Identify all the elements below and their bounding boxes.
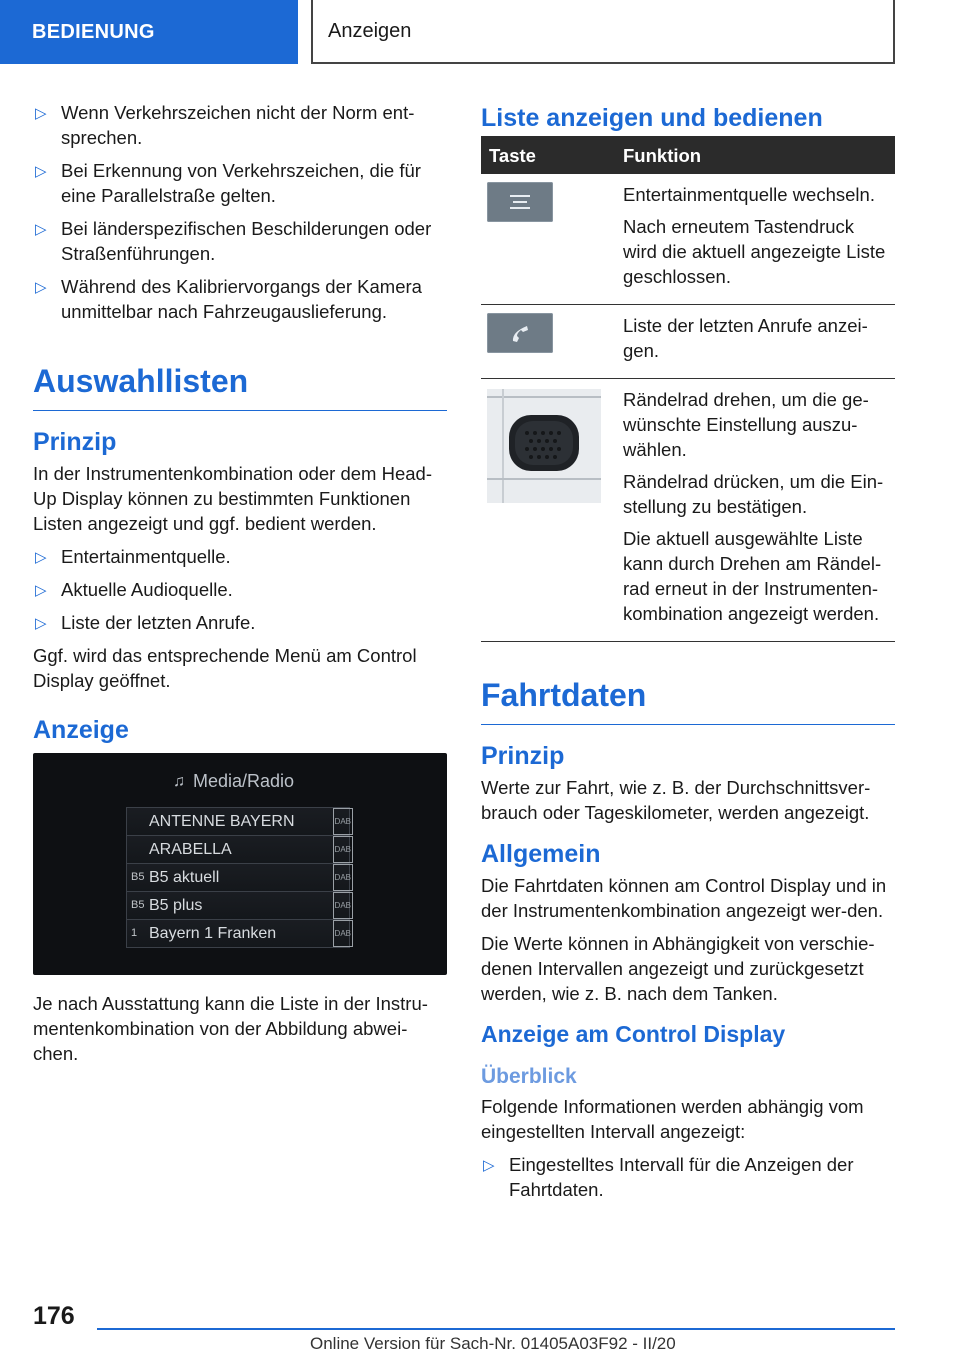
paragraph: Werte zur Fahrt, wie z. B. der Durchschnittsver-brauch oder Tageskilometer, werden angezeigt.: [481, 777, 871, 823]
paragraph: Je nach Ausstattung kann die Liste in der Instru-mentenkombination von der Abbildung abwei-chen.: [33, 993, 428, 1064]
table-cell-key: [481, 379, 615, 642]
page-number: 176: [33, 1302, 75, 1330]
list-item: [126, 863, 350, 891]
list-item: [126, 807, 350, 835]
table-cell-function: [615, 379, 895, 642]
station-label: B5 aktuell: [149, 869, 220, 886]
list-item: [126, 891, 350, 919]
heading-allgemein: Allgemein: [481, 840, 601, 868]
cell-text: Entertainmentquelle wechseln.: [623, 184, 875, 205]
phone-button-icon: [487, 313, 553, 353]
subsection-title: Anzeigen: [311, 0, 895, 64]
station-label: B5 plus: [149, 897, 203, 914]
bullet-list-top: [33, 100, 447, 324]
paragraph: In der Instrumentenkombination oder dem Head-Up Display können zu bestimmten Funktionen Listen angezeigt und ggf. bedient werden.: [33, 463, 432, 534]
heading-ueberblick: Überblick: [481, 1065, 577, 1088]
bullet-triangle-icon: ▷: [35, 279, 47, 296]
table-row: [481, 379, 895, 642]
heading-fahrtdaten: Fahrtdaten: [481, 676, 895, 725]
thumbwheel-icon: [487, 389, 601, 503]
list-item: [33, 274, 447, 324]
list-item: [33, 216, 447, 266]
heading-anzeige: Anzeige: [33, 716, 129, 744]
station-label: Bayern 1 Franken: [149, 925, 277, 942]
function-table: [481, 136, 895, 642]
station-icon: B5: [131, 899, 145, 911]
heading-prinzip: Prinzip: [33, 428, 117, 456]
list-item: [33, 100, 447, 150]
dab-badge: DAB: [333, 808, 353, 835]
cell-text: Nach erneutem Tastendruck wird die aktuell angezeigte Liste geschlossen.: [623, 216, 886, 287]
heading-liste-anzeigen: Liste anzeigen und bedienen: [481, 104, 823, 132]
table-cell-key: [481, 305, 615, 379]
list-item: [33, 158, 447, 208]
table-cell-function: [615, 174, 895, 305]
table-header-taste: Taste: [481, 136, 615, 174]
bullet-list-ueberblick: [481, 1152, 895, 1202]
heading-auswahllisten: Auswahllisten: [33, 362, 447, 411]
list-button-icon: [487, 182, 553, 222]
station-label: ANTENNE BAYERN: [149, 813, 295, 830]
list-item-text: Während des Kalibriervorgangs der Kamera unmittelbar nach Fahrzeugauslieferung.: [61, 276, 422, 322]
dab-badge: DAB: [333, 864, 353, 891]
paragraph: Die Fahrtdaten können am Control Display und in der Instrumentenkombination angezeigt wer-den.: [481, 875, 887, 921]
list-item-text: Liste der letzten Anrufe.: [61, 612, 256, 633]
screen-title: [173, 769, 294, 794]
bullet-triangle-icon: ▷: [35, 582, 47, 599]
list-item: [481, 1152, 895, 1202]
list-item: [33, 610, 447, 635]
bullet-triangle-icon: ▷: [35, 221, 47, 238]
list-item-text: Wenn Verkehrszeichen nicht der Norm ent-sprechen.: [61, 102, 415, 148]
list-item-text: Eingestelltes Intervall für die Anzeigen der Fahrtdaten.: [509, 1154, 854, 1200]
cell-text: Liste der letzten Anrufe anzei-gen.: [623, 315, 868, 361]
cell-text: Rändelrad drehen, um die ge-wünschte Einstellung auszu-wählen.: [623, 389, 869, 460]
left-column: [33, 100, 447, 1074]
list-item-text: Bei Erkennung von Verkehrszeichen, die für eine Parallelstraße gelten.: [61, 160, 421, 206]
paragraph: Folgende Informationen werden abhängig vom eingestellten Intervall angezeigt:: [481, 1096, 864, 1142]
station-icon: B5: [131, 871, 145, 883]
bullet-triangle-icon: ▷: [35, 163, 47, 180]
bullet-triangle-icon: ▷: [483, 1157, 495, 1174]
right-column: [481, 100, 895, 1210]
table-header-funktion: Funktion: [615, 136, 895, 174]
table-row: [481, 174, 895, 305]
dab-badge: DAB: [333, 892, 353, 919]
paragraph: Die Werte können in Abhängigkeit von verschie-denen Intervallen angezeigt und zurückgesetzt werden, wie z. B. nach dem Tanken.: [481, 933, 875, 1004]
list-item: [126, 835, 350, 863]
heading-anzeige-control-display: Anzeige am Control Display: [481, 1021, 786, 1047]
list-item: [33, 577, 447, 602]
list-item: [126, 919, 350, 948]
list-item-text: Entertainmentquelle.: [61, 546, 231, 567]
station-label: ARABELLA: [149, 841, 232, 858]
list-item-text: Bei länderspezifischen Beschilderungen oder Straßenführungen.: [61, 218, 432, 264]
instrument-screen-image: [33, 753, 447, 975]
station-icon: 1: [131, 927, 138, 939]
table-cell-key: [481, 174, 615, 305]
footer-divider: [97, 1328, 895, 1330]
table-row: [481, 305, 895, 379]
bullet-triangle-icon: ▷: [35, 549, 47, 566]
bullet-triangle-icon: ▷: [35, 615, 47, 632]
cell-text: Rändelrad drücken, um die Ein-stellung zu bestätigen.: [623, 471, 884, 517]
cell-text: Die aktuell ausgewählte Liste kann durch Drehen am Rändel-rad erneut in der Instrumenten-kombination angezeigt werden.: [623, 528, 882, 624]
table-cell-function: [615, 305, 895, 379]
list-item: [33, 544, 447, 569]
list-item-text: Aktuelle Audioquelle.: [61, 579, 233, 600]
screen-title-text: Media/Radio: [193, 771, 295, 791]
bullet-list-prinzip: [33, 544, 447, 635]
section-tab: BEDIENUNG: [0, 0, 298, 64]
bullet-triangle-icon: ▷: [35, 105, 47, 122]
paragraph: Ggf. wird das entsprechende Menü am Control Display geöffnet.: [33, 645, 417, 691]
heading-prinzip: Prinzip: [481, 742, 565, 770]
station-list: [126, 807, 350, 948]
dab-badge: DAB: [333, 920, 353, 947]
media-icon: ♫: [173, 773, 185, 790]
dab-badge: DAB: [333, 836, 353, 863]
footer-version-text: Online Version für Sach-Nr. 01405A03F92 - II/20: [310, 1334, 676, 1353]
